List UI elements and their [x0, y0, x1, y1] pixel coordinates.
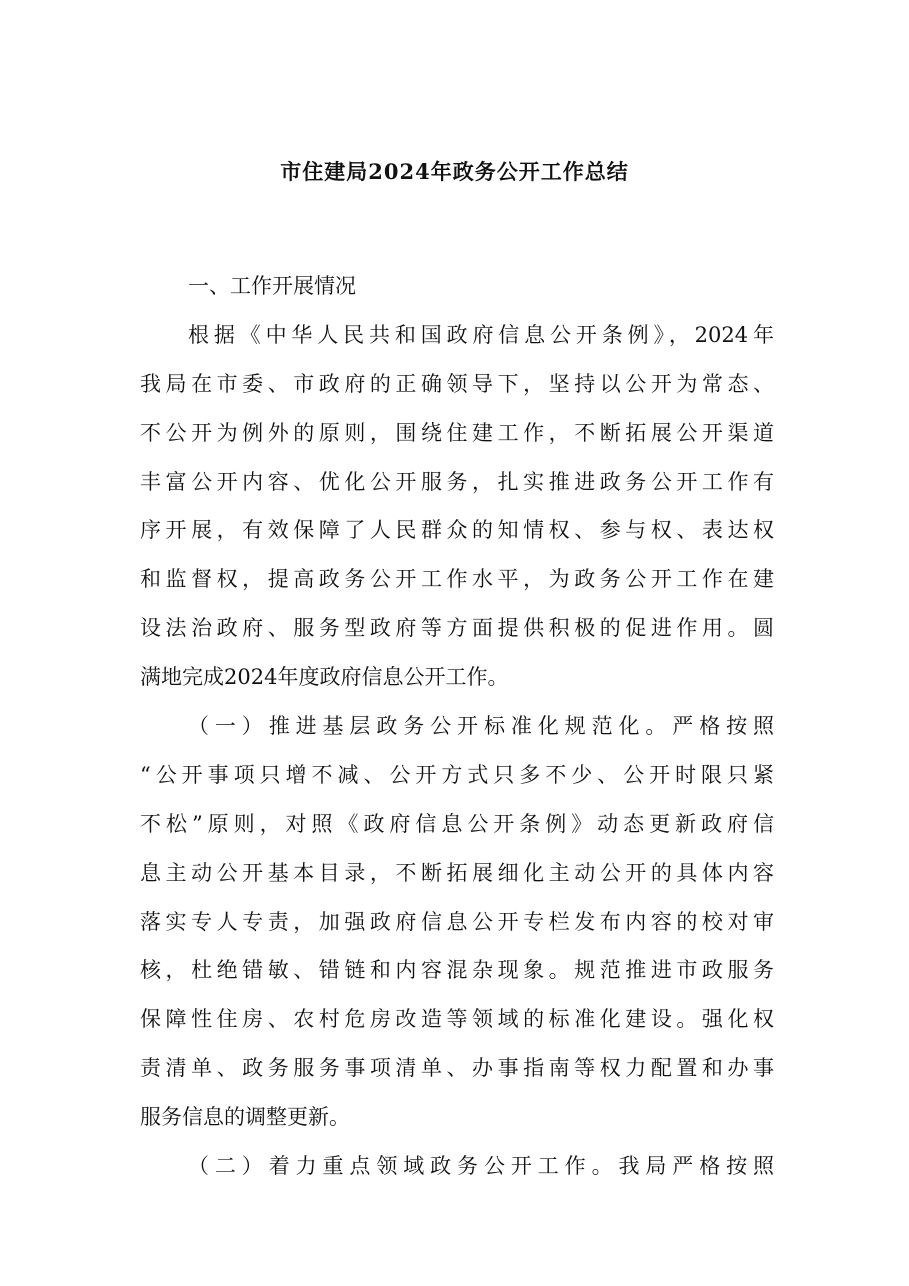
body-line: 满地完成2024年度政府信息公开工作。: [140, 665, 509, 690]
body-line: 设法治政府、服务型政府等方面提供积极的促进作用。圆: [140, 616, 774, 641]
body-line: 不松”原则，对照《政府信息公开条例》动态更新政府信: [140, 811, 774, 836]
body-line: 保障性住房、农村危房改造等领域的标准化建设。强化权: [140, 1007, 774, 1032]
body-line: 序开展，有效保障了人民群众的知情权、参与权、表达权: [140, 518, 774, 543]
body-line: 我局在市委、市政府的正确领导下，坚持以公开为常态、: [140, 371, 774, 396]
body-line: 服务信息的调整更新。: [140, 1105, 350, 1130]
body-line: 不公开为例外的原则，围绕住建工作，不断拓展公开渠道: [140, 420, 774, 445]
body-line: 根据《中华人民共和国政府信息公开条例》，2024年: [188, 322, 774, 347]
body-line: （一）推进基层政务公开标准化规范化。严格按照: [188, 714, 774, 739]
body-line: （二）着力重点领域政务公开工作。我局严格按照: [188, 1154, 774, 1179]
document-title: 市住建局2024年政务公开工作总结: [280, 159, 629, 184]
body-line: 核，杜绝错敏、错链和内容混杂现象。规范推进市政服务: [140, 958, 774, 983]
body-line: 责清单、政务服务事项清单、办事指南等权力配置和办事: [140, 1056, 774, 1081]
section-heading: 一、工作开展情况: [188, 274, 356, 298]
body-line: 息主动公开基本目录，不断拓展细化主动公开的具体内容: [140, 860, 774, 885]
body-line: 落实专人专责，加强政府信息公开专栏发布内容的校对审: [140, 909, 774, 934]
document-body: [140, 262, 774, 1191]
body-line: 和监督权，提高政务公开工作水平，为政务公开工作在建: [140, 567, 774, 592]
body-line: “公开事项只增不减、公开方式只多不少、公开时限只紧: [140, 762, 774, 787]
body-line: 丰富公开内容、优化公开服务，扎实推进政务公开工作有: [140, 469, 774, 494]
